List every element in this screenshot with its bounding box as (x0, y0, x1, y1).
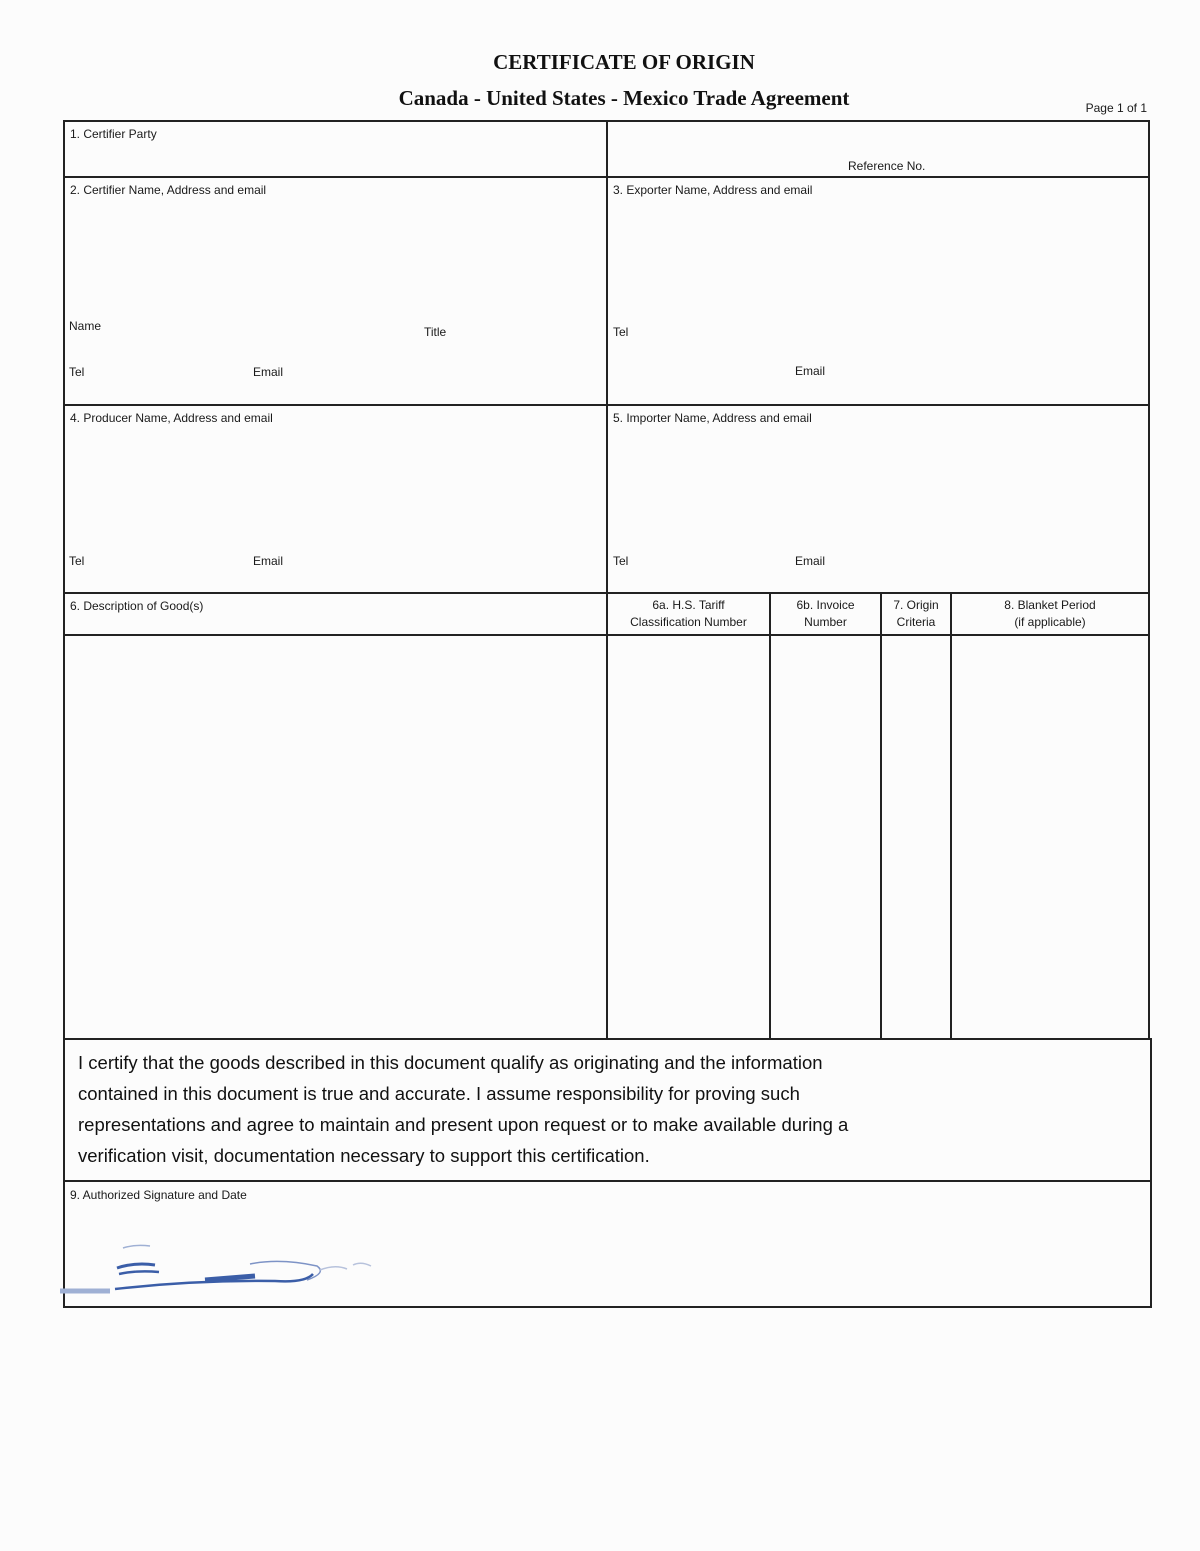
certification-line: verification visit, documentation necessary to support this certification. (78, 1145, 650, 1166)
reference-no-label: Reference No. (848, 159, 926, 173)
importer-email-label: Email (795, 554, 826, 568)
certifier-email-label: Email (253, 365, 284, 379)
origin-header-line1: 7. Origin (893, 598, 939, 612)
exporter-tel-label: Tel (613, 325, 629, 339)
signature-label: 9. Authorized Signature and Date (70, 1188, 247, 1202)
hs-tariff-header-line1: 6a. H.S. Tariff (652, 598, 725, 612)
certifier-name-label: Name (69, 319, 102, 333)
certification-line: contained in this document is true and accurate. I assume responsibility for proving such (78, 1083, 800, 1104)
producer-box[interactable] (63, 404, 608, 594)
certifier-box[interactable] (63, 176, 608, 406)
certifier-title-label: Title (424, 325, 447, 339)
description-header: 6. Description of Good(s) (70, 599, 204, 613)
certification-line: I certify that the goods described in this document qualify as originating and the information (78, 1052, 823, 1073)
hs-tariff-header (606, 597, 771, 631)
certification-line: representations and agree to maintain and present upon request or to make available during a (78, 1114, 849, 1135)
importer-label: 5. Importer Name, Address and email (613, 411, 812, 425)
blanket-header (950, 597, 1150, 631)
producer-email-label: Email (253, 554, 284, 568)
certifier-party-label: 1. Certifier Party (70, 127, 157, 141)
blanket-header-line1: 8. Blanket Period (1004, 598, 1096, 612)
invoice-body-cell[interactable] (769, 634, 882, 1040)
producer-tel-label: Tel (69, 554, 85, 568)
exporter-email-label: Email (795, 364, 826, 378)
document-title: CERTIFICATE OF ORIGIN (493, 50, 755, 74)
importer-box[interactable] (606, 404, 1150, 594)
hs-tariff-header-line2: Classification Number (630, 615, 747, 629)
importer-tel-label: Tel (613, 554, 629, 568)
handwritten-signature (55, 1228, 385, 1303)
exporter-box[interactable] (606, 176, 1150, 406)
page-number: Page 1 of 1 (1085, 101, 1147, 115)
blanket-header-line2: (if applicable) (1014, 615, 1086, 629)
hs-tariff-body-cell[interactable] (606, 634, 771, 1040)
invoice-header-line2: Number (804, 615, 847, 629)
certifier-tel-label: Tel (69, 365, 85, 379)
document-subtitle: Canada - United States - Mexico Trade Agreement (398, 86, 850, 110)
producer-label: 4. Producer Name, Address and email (70, 411, 273, 425)
certification-statement (78, 1047, 1118, 1171)
certifier-label: 2. Certifier Name, Address and email (70, 183, 267, 197)
invoice-header (769, 597, 882, 631)
invoice-header-line1: 6b. Invoice (796, 598, 855, 612)
origin-header-line2: Criteria (896, 615, 936, 629)
exporter-label: 3. Exporter Name, Address and email (613, 183, 813, 197)
origin-body-cell[interactable] (880, 634, 952, 1040)
origin-header (880, 597, 952, 631)
blanket-body-cell[interactable] (950, 634, 1150, 1040)
description-body-cell[interactable] (63, 634, 608, 1040)
